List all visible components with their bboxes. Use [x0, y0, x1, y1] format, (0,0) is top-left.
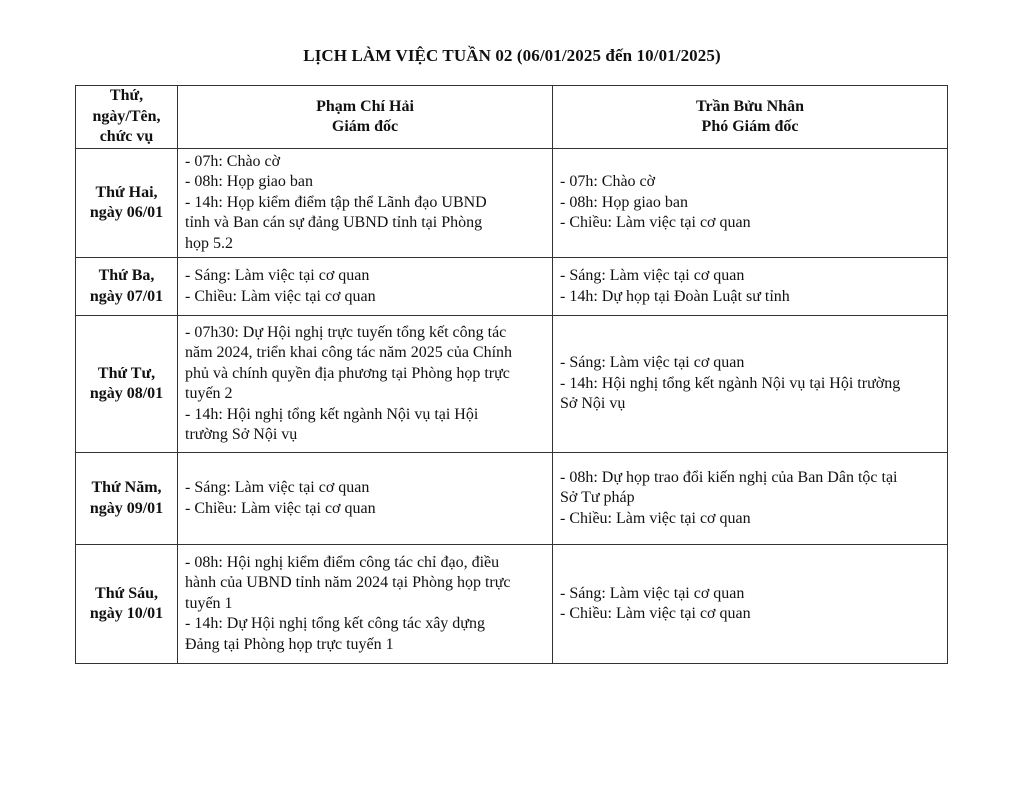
task-line: tuyến 1: [185, 594, 233, 612]
header-day-line: Thứ,: [109, 87, 144, 105]
table-row: [76, 545, 948, 664]
header-person1: [178, 86, 553, 149]
task-line: - Chiều: Làm việc tại cơ quan: [560, 214, 751, 232]
task-line: - Chiều: Làm việc tại cơ quan: [560, 509, 751, 527]
task-line: năm 2024, triển khai công tác năm 2025 của Chính: [185, 344, 513, 361]
day-label: Thứ Sáu,: [95, 584, 158, 602]
header-row: [76, 86, 948, 149]
task-line: - 07h: Chào cờ: [185, 152, 281, 170]
person1-tasks: [178, 453, 553, 545]
task-line: - 07h30: Dự Hội nghị trực tuyến tổng kết công tác: [185, 323, 507, 341]
table-row: [76, 149, 948, 258]
date-label: ngày 09/01: [89, 499, 164, 517]
person1-tasks: [178, 545, 553, 664]
task-line: Sở Nội vụ: [560, 395, 626, 413]
day-label: Thứ Năm,: [91, 479, 162, 496]
task-line: - Chiều: Làm việc tại cơ quan: [185, 499, 376, 517]
date-label: ngày 07/01: [89, 287, 164, 305]
task-line: - 14h: Hội nghị tổng kết ngành Nội vụ tại Hội trường: [560, 374, 901, 392]
task-line: trường Sở Nội vụ: [185, 426, 298, 443]
task-line: - 08h: Họp giao ban: [185, 173, 313, 191]
task-line: - 14h: Dự họp tại Đoàn Luật sư tỉnh: [560, 287, 790, 305]
day-cell: [76, 149, 178, 258]
person2-tasks: [553, 149, 948, 258]
task-line: Đảng tại Phòng họp trực tuyến 1: [185, 635, 394, 653]
person2-tasks: [553, 316, 948, 453]
task-line: - Chiều: Làm việc tại cơ quan: [185, 287, 376, 305]
task-line: - 08h: Dự họp trao đổi kiến nghị của Ban Dân tộc tại: [560, 468, 898, 486]
task-line: - Sáng: Làm việc tại cơ quan: [560, 354, 745, 372]
task-line: hành của UBND tỉnh năm 2024 tại Phòng họp trực: [185, 574, 511, 592]
day-cell: [76, 545, 178, 664]
task-line: tuyến 2: [185, 385, 233, 402]
task-line: - Sáng: Làm việc tại cơ quan: [185, 267, 370, 284]
person2-tasks: [553, 453, 948, 545]
task-line: Sở Tư pháp: [560, 489, 635, 507]
header-day-line: ngày/Tên,: [92, 107, 161, 125]
person1-tasks: [178, 258, 553, 316]
person1-tasks: [178, 149, 553, 258]
task-line: tỉnh và Ban cán sự đảng UBND tỉnh tại Phòng: [185, 214, 483, 232]
day-label: Thứ Hai,: [95, 183, 158, 201]
task-line: - Sáng: Làm việc tại cơ quan: [560, 584, 745, 602]
day-cell: [76, 258, 178, 316]
table-row: [76, 258, 948, 316]
person2-role: Phó Giám đốc: [701, 118, 799, 135]
header-person2: [553, 86, 948, 149]
task-line: - Chiều: Làm việc tại cơ quan: [560, 605, 751, 622]
day-label: Thứ Tư,: [97, 364, 156, 382]
day-cell: [76, 316, 178, 453]
task-line: - 14h: Dự Hội nghị tổng kết công tác xây dựng: [185, 615, 485, 633]
person2-tasks: [553, 258, 948, 316]
date-label: ngày 08/01: [89, 385, 164, 402]
schedule-table: [75, 85, 948, 664]
date-label: ngày 10/01: [89, 605, 164, 622]
day-label: Thứ Ba,: [98, 267, 155, 284]
header-day-column: [76, 86, 178, 149]
task-line: - Sáng: Làm việc tại cơ quan: [560, 267, 745, 284]
task-line: - 07h: Chào cờ: [560, 173, 656, 191]
page-title: LỊCH LÀM VIỆC TUẦN 02 (06/01/2025 đến 10/01/2025): [303, 46, 721, 65]
task-line: họp 5.2: [185, 234, 233, 252]
person2-name: Trần Bửu Nhân: [695, 97, 804, 115]
person1-name: Phạm Chí Hải: [316, 97, 414, 115]
table-row: [76, 453, 948, 545]
person1-tasks: [178, 316, 553, 453]
task-line: - 08h: Họp giao ban: [560, 193, 688, 211]
task-line: - 14h: Hội nghị tổng kết ngành Nội vụ tại Hội: [185, 405, 479, 423]
date-label: ngày 06/01: [89, 204, 164, 221]
task-line: - 14h: Họp kiểm điểm tập thể Lãnh đạo UBND: [185, 193, 487, 211]
person2-tasks: [553, 545, 948, 664]
day-cell: [76, 453, 178, 545]
task-line: - Sáng: Làm việc tại cơ quan: [185, 479, 370, 496]
task-line: - 08h: Hội nghị kiểm điểm công tác chỉ đạo, điều: [185, 553, 500, 571]
header-day-line: chức vụ: [99, 128, 154, 146]
table-row: [76, 316, 948, 453]
person1-role: Giám đốc: [331, 118, 399, 135]
task-line: phủ và chính quyền địa phương tại Phòng họp trực: [185, 364, 510, 382]
